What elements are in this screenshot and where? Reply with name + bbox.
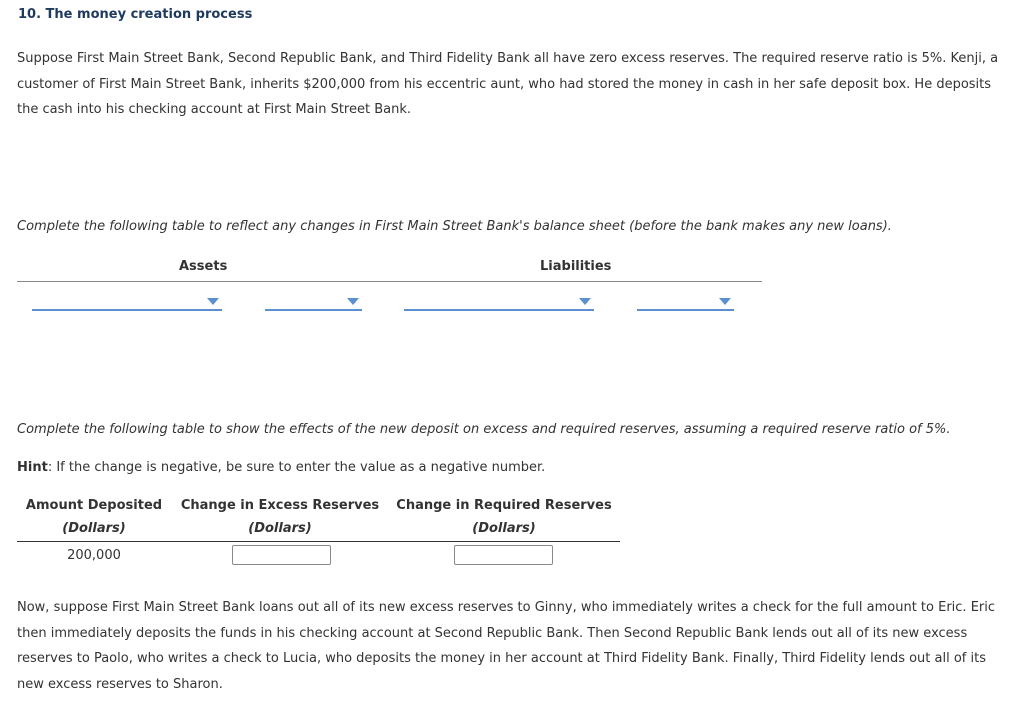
amount-deposited-value: 200,000 bbox=[67, 548, 121, 563]
required-reserves-input[interactable] bbox=[454, 545, 553, 565]
excess-reserves-header: Change in Excess Reserves bbox=[180, 498, 380, 513]
liabilities-amount-dropdown[interactable] bbox=[637, 295, 734, 311]
excess-reserves-unit: (Dollars) bbox=[248, 521, 312, 536]
question-title: 10. The money creation process bbox=[18, 7, 253, 22]
chevron-down-icon bbox=[347, 298, 359, 305]
amount-deposited-unit: (Dollars) bbox=[62, 521, 126, 536]
chevron-down-icon bbox=[207, 298, 219, 305]
intro-paragraph: Suppose First Main Street Bank, Second Republic Bank, and Third Fidelity Bank all have zero excess reserves. The required reserve ratio is 5%. Kenji, a customer of First Main Street Bank, inherits $200,000 from his eccentric aunt, who had stored the money in cash in her safe deposit box. He deposits the cash into his checking account at First Main Street Bank. bbox=[17, 51, 999, 118]
required-reserves-header: Change in Required Reserves bbox=[396, 498, 612, 513]
excess-reserves-input[interactable] bbox=[232, 545, 331, 565]
required-reserves-unit: (Dollars) bbox=[472, 521, 536, 536]
amount-deposited-header: Amount Deposited bbox=[25, 498, 163, 513]
assets-header: Assets bbox=[179, 259, 228, 274]
assets-item-dropdown[interactable] bbox=[32, 295, 222, 311]
balance-sheet-instruction: Complete the following table to reflect any changes in First Main Street Bank's balance sheet (before the bank makes any new loans). bbox=[17, 219, 892, 234]
liabilities-header: Liabilities bbox=[540, 259, 612, 274]
hint-text bbox=[17, 460, 545, 475]
hint-body: : If the change is negative, be sure to enter the value as a negative number. bbox=[47, 460, 546, 475]
chevron-down-icon bbox=[719, 298, 731, 305]
reserves-table-rule bbox=[17, 541, 620, 542]
assets-amount-dropdown[interactable] bbox=[265, 295, 362, 311]
chevron-down-icon bbox=[579, 298, 591, 305]
reserves-instruction: Complete the following table to show the effects of the new deposit on excess and required reserves, assuming a required reserve ratio of 5%. bbox=[17, 422, 951, 437]
balance-sheet-rule bbox=[17, 281, 762, 282]
followup-paragraph: Now, suppose First Main Street Bank loans out all of its new excess reserves to Ginny, who immediately writes a check for the full amount to Eric. Eric then immediately deposits the funds in his checking account at Second Republic Bank. Then Second Republic Bank lends out all of its new excess reserves to Paolo, who writes a check to Lucia, who deposits the money in her account at Third Fidelity Bank. Finally, Third Fidelity lends out all of its new excess reserves to Sharon. bbox=[17, 600, 996, 692]
hint-label: Hint bbox=[17, 460, 48, 475]
liabilities-item-dropdown[interactable] bbox=[404, 295, 594, 311]
